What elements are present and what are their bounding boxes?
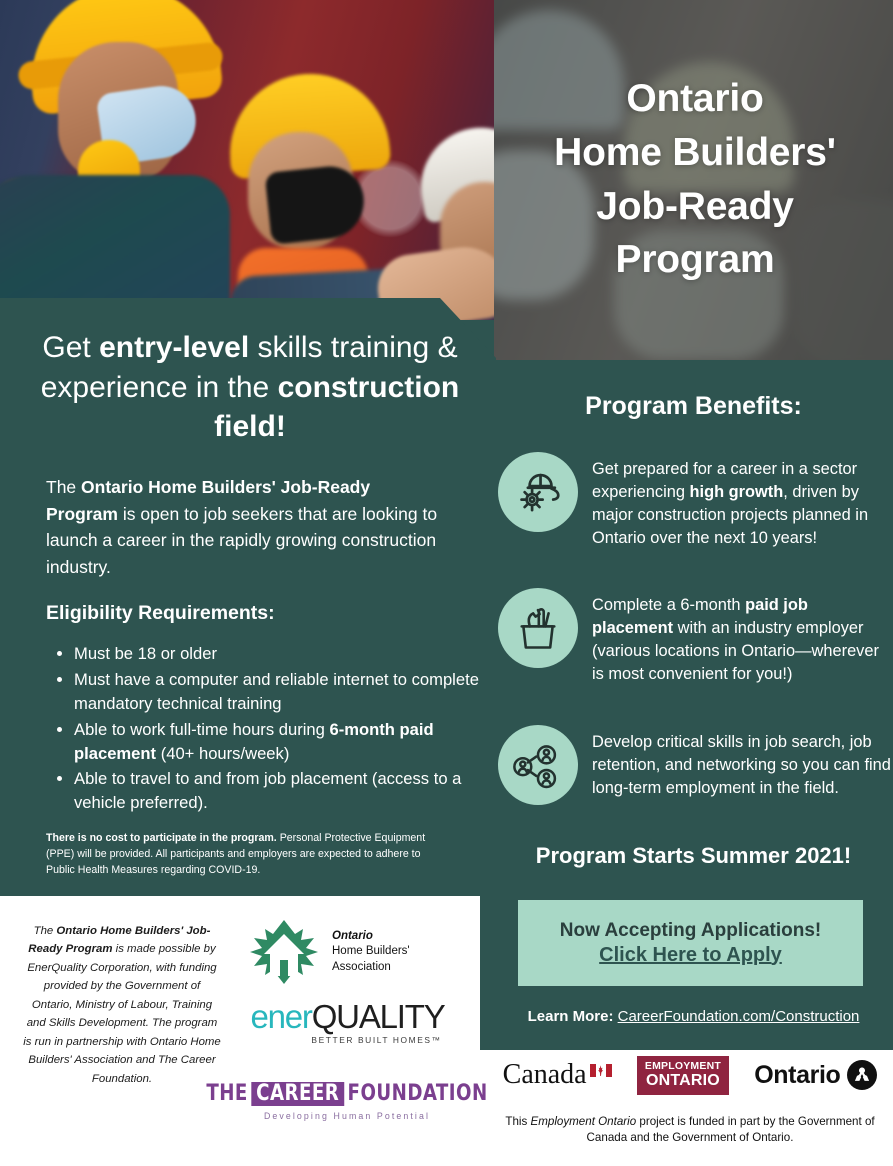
- employment-ontario-line-1: EMPLOYMENT: [644, 1060, 721, 1072]
- benefit-item: [498, 588, 893, 686]
- benefit-text: [592, 588, 893, 686]
- enerquality-logo: [240, 1000, 455, 1045]
- enerquality-part-a: ener: [250, 998, 312, 1035]
- employment-ontario-logo: [637, 1056, 729, 1095]
- government-funding-note: [490, 1114, 890, 1147]
- fineprint-rest: Personal Protective Equipment (PPE) will be provided. All participants and employers are expected to adhere to Public Health Measures regarding COVID-19.: [46, 832, 426, 876]
- funding-credit-text: [22, 922, 222, 1088]
- benefit-bold: paid job placement: [592, 596, 808, 637]
- benefit-pre: Develop critical skills in job search, job retention, and networking so you can find long-term employment in the field.: [592, 733, 891, 797]
- eligibility-item-text: Must be 18 or older: [74, 644, 217, 663]
- credit-post: is made possible by EnerQuality Corporation, with funding provided by the Government of Ontario, Ministry of Labour, Training and Skills Development. The program is run in partnership with Ontario Home Builders' Association and The Career Foundation.: [23, 943, 221, 1085]
- benefit-post: with an industry employer (various locations in Ontario—wherever is most convenient for you!): [592, 618, 879, 683]
- apply-cta-box[interactable]: [518, 900, 863, 986]
- benefit-pre: Get prepared for a career in a sector experiencing: [592, 460, 858, 501]
- tcf-word-1: THE: [206, 1081, 248, 1106]
- canada-flag-icon: [590, 1064, 612, 1077]
- benefit-pre: Complete a 6-month: [592, 596, 746, 614]
- eligibility-item-text: Able to travel to and from job placement (access to a vehicle preferred).: [74, 769, 462, 813]
- benefit-item: [498, 452, 893, 550]
- enerquality-tagline: BETTER BUILT HOMES™: [311, 1035, 442, 1045]
- eligibility-item-post: (40+ hours/week): [156, 743, 290, 763]
- ohba-line-1: Ontario: [332, 930, 373, 943]
- program-start-date: Program Starts Summer 2021!: [535, 843, 852, 868]
- enerquality-part-b: QUALITY: [311, 998, 445, 1035]
- benefit-text: [592, 452, 893, 550]
- ohba-maple-house-icon: [248, 918, 320, 986]
- list-item: [74, 767, 486, 815]
- intro-pre: The: [46, 477, 82, 497]
- page-title: [500, 72, 890, 287]
- title-line-3: Job-Ready: [596, 184, 794, 228]
- accepting-applications-label: Now Accepting Applications!: [559, 919, 822, 941]
- headline-bold-2: construction field!: [214, 370, 460, 444]
- ohba-logo: [248, 918, 410, 986]
- benefit-item: [498, 725, 893, 805]
- gov-note-post: project is funded in part by the Government of Canada and the Government of Ontario.: [586, 1115, 875, 1145]
- title-line-1: Ontario: [626, 77, 764, 120]
- career-foundation-tagline: Developing Human Potential: [263, 1111, 431, 1121]
- gear-hardhat-icon: [498, 452, 578, 532]
- benefit-bold: high growth: [689, 482, 784, 501]
- list-item: [74, 668, 486, 716]
- credit-pre: The: [33, 925, 57, 937]
- enerquality-wordmark: [240, 1000, 455, 1033]
- fineprint-bold: There is no cost to participate in the program.: [46, 832, 277, 844]
- canada-wordmark-logo: [503, 1061, 612, 1089]
- tcf-word-3: FOUNDATION: [347, 1081, 488, 1106]
- fineprint: [46, 831, 438, 879]
- ohba-line-3: Association: [332, 960, 391, 973]
- gov-note-pre: This: [505, 1115, 531, 1128]
- title-line-4: Program: [615, 238, 775, 282]
- construction-workers-photo: [0, 0, 500, 320]
- ohba-line-2: Home Builders': [332, 945, 410, 958]
- benefit-text: [592, 725, 893, 805]
- headline-pre: Get: [42, 331, 100, 364]
- list-item: [74, 642, 486, 666]
- ontario-logo: [754, 1060, 877, 1090]
- toolbox-icon: [498, 588, 578, 668]
- credit-bold: Ontario Home Builders' Job-Ready Program: [28, 925, 211, 956]
- ohba-wordmark: [332, 929, 410, 975]
- career-foundation-logo: [206, 1081, 488, 1121]
- benefits-heading: Program Benefits:: [585, 392, 802, 420]
- network-people-icon: [498, 725, 578, 805]
- intro-post: is open to job seekers that are looking to launch a career in the rapidly growing construction industry.: [46, 503, 438, 577]
- list-item: [74, 718, 486, 766]
- eligibility-item-text: Able to work full-time hours during: [74, 719, 330, 739]
- eligibility-list: [46, 642, 486, 817]
- ontario-wordmark: Ontario: [754, 1060, 841, 1089]
- ontario-trillium-icon: [847, 1060, 877, 1090]
- employment-ontario-line-2: ONTARIO: [645, 1071, 720, 1089]
- gov-note-emphasis: Employment Ontario: [530, 1115, 637, 1128]
- learn-more: [494, 1008, 893, 1025]
- intro-paragraph: [46, 474, 446, 580]
- headline: [30, 328, 470, 447]
- learn-more-label: Learn More:: [527, 1008, 618, 1025]
- apply-link[interactable]: Click Here to Apply: [599, 943, 782, 966]
- benefit-post: , driven by major construction projects planned in Ontario over the next 10 years!: [592, 482, 869, 547]
- eligibility-heading: Eligibility Requirements:: [46, 602, 275, 624]
- title-line-2: Home Builders': [554, 130, 836, 174]
- learn-more-url[interactable]: CareerFoundation.com/Construction: [617, 1008, 860, 1025]
- government-logos: [490, 1056, 890, 1095]
- eligibility-item-text: Must have a computer and reliable internet to complete mandatory technical training: [74, 669, 479, 713]
- eligibility-item-bold: 6-month paid placement: [74, 719, 434, 763]
- canada-wordmark: Canada: [502, 1059, 587, 1091]
- intro-bold: Ontario Home Builders' Job-Ready Program: [46, 477, 371, 524]
- headline-mid: skills training & experience in the: [40, 331, 458, 404]
- headline-bold-1: entry-level: [99, 331, 250, 364]
- tcf-word-2: CAREER: [252, 1082, 344, 1106]
- career-foundation-wordmark: [206, 1081, 488, 1106]
